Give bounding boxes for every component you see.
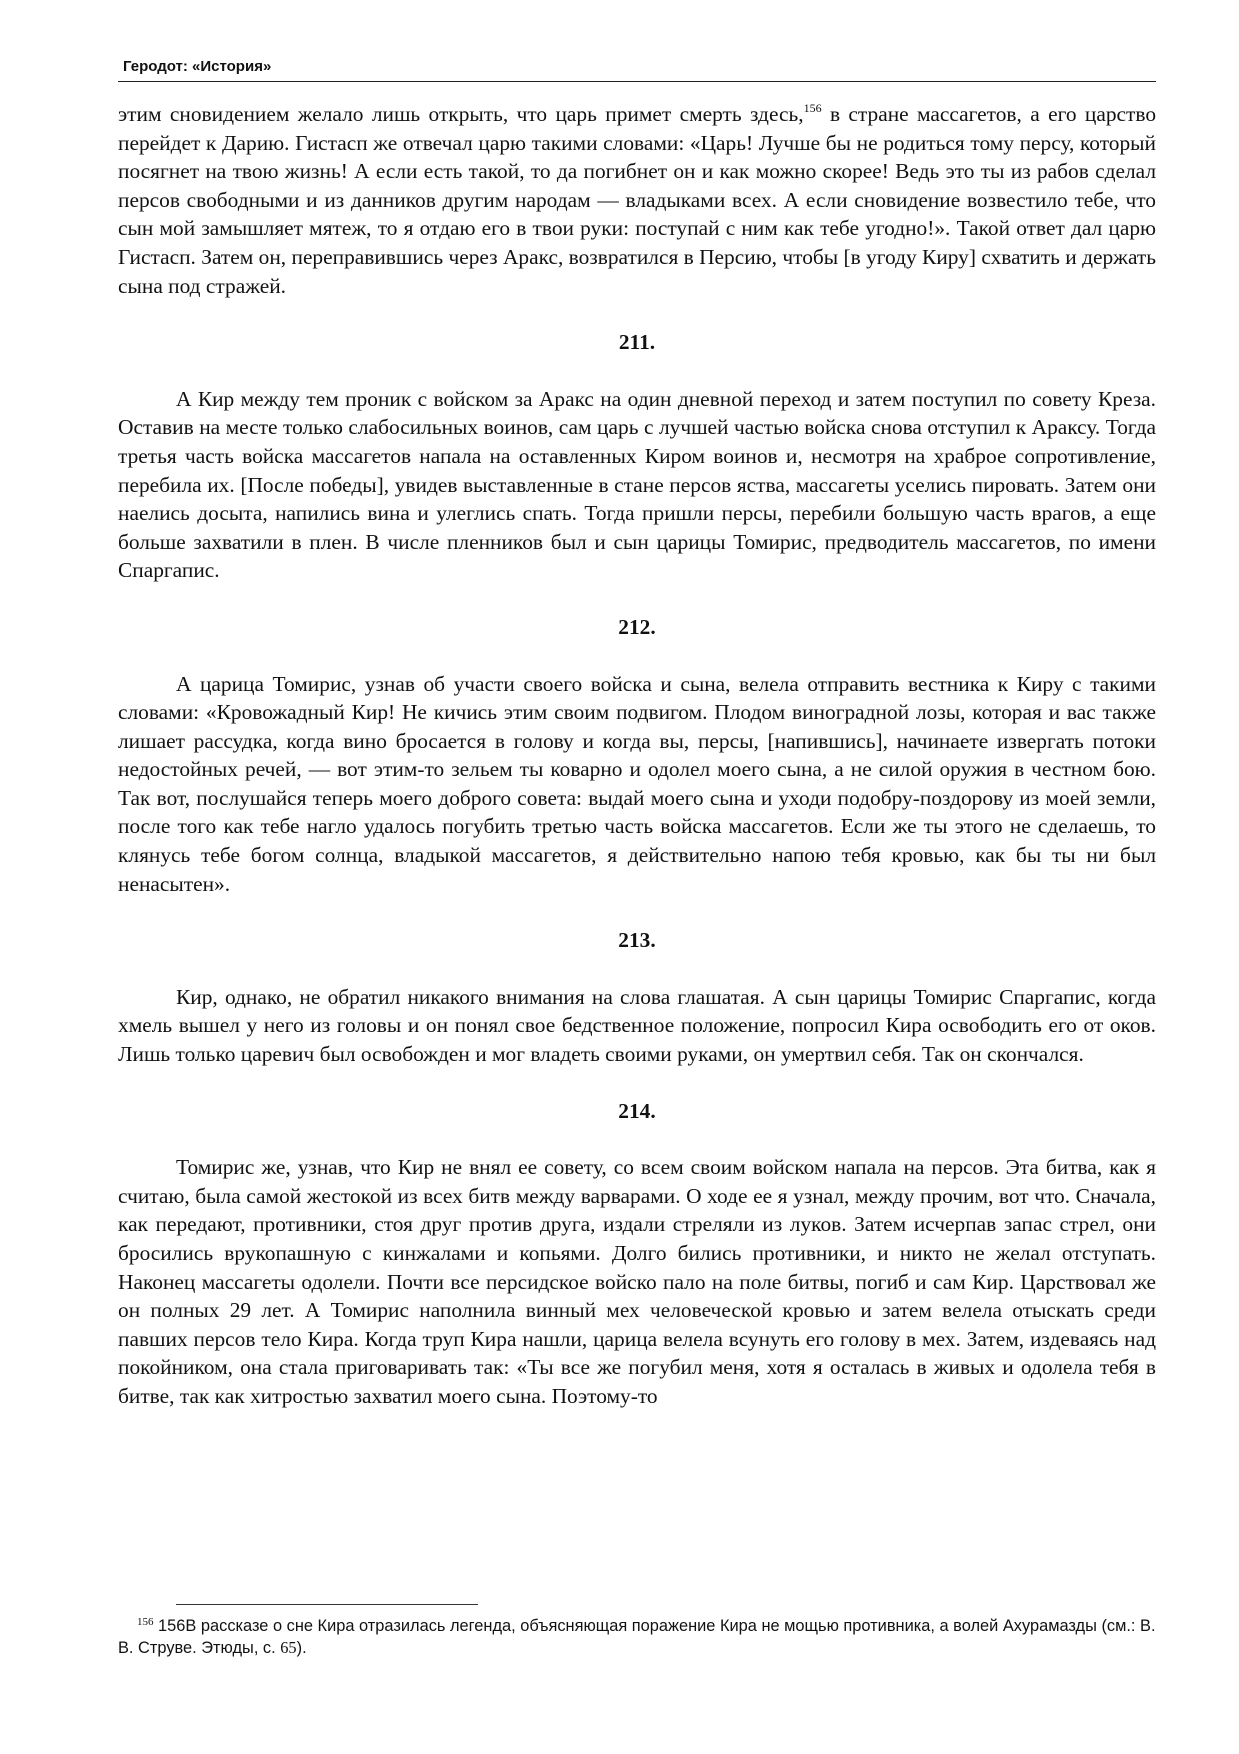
- paragraph-text: в стране массагетов, а его царство перейдет к Дарию. Гистасп же отвечал царю такими словами: «Царь! Лучше бы не родиться тому персу, который посягнет на твою жизнь! А если есть такой, то да погибнет он и как можно скорее! Ведь это ты из рабов сделал персов свободными и из данников другим народам — владыками всех. А если сновидение возвестило тебе, что сын мой замышляет мятеж, то я отдаю его в твои руки: поступай с ним как тебе угодно!». Такой ответ дал царю Гистасп. Затем он, переправившись через Аракс, возвратился в Персию, чтобы [в угоду Киру] схватить и держать сына под стражей.: [118, 102, 1157, 298]
- footnote-text-end: ).: [296, 1639, 307, 1657]
- section-heading-213: 213.: [618, 928, 656, 953]
- section-heading-212: 212.: [618, 614, 656, 639]
- footnote-separator: [176, 1604, 478, 1605]
- footnote-reference-156[interactable]: 156: [803, 101, 822, 115]
- running-header: Геродот: «История»: [123, 58, 272, 75]
- footnote-page-ref: 65: [280, 1638, 297, 1657]
- section-paragraph-212: А царица Томирис, узнав об участи своего войска и сына, велела отправить вестника к Киру с такими словами: «Кровожадный Кир! Не кичись этим своим подвигом. Плодом виноградной лозы, которая и вас также лишает рассудка, когда вино бросается в голову и когда вы, персы, [напившись], начинаете извергать потоки недостойных речей, — вот этим-то зельем ты коварно и одолел моего сына, а не силой оружия в честном бою. Так вот, послушайся теперь моего доброго совета: выдай моего сына и уходи подобру-поздорову из моей земли, после того как тебе нагло удалось погубить третью часть войска массагетов. Если же ты этого не сделаешь, то клянусь тебе богом солнца, владыкой массагетов, я действительно напою тебя кровью, как бы ты ни был ненасытен».: [118, 671, 1156, 896]
- continuation-paragraph: [118, 100, 1156, 300]
- header-rule: [118, 81, 1156, 82]
- section-paragraph-211: А Кир между тем проник с войском за Аракс на один дневной переход и затем поступил по совету Креза. Оставив на месте только слабосильных воинов, сам царь с лучшей частью войска снова отступил к Араксу. Тогда третья часть войска массагетов напала на оставленных Киром воинов и, несмотря на храброе сопротивление, перебила их. [После победы], увидев выставленные в стане персов яства, массагеты уселись пировать. Затем они наелись досыта, напились вина и улеглись спать. Тогда пришли персы, перебили большую часть врагов, а еще больше захватили в плен. В числе пленников был и сын царицы Томирис, предводитель массагетов, по имени Спаргапис.: [118, 386, 1156, 583]
- section-paragraph-214: Томирис же, узнав, что Кир не внял ее совету, со всем своим войском напала на персов. Эта битва, как я считаю, была самой жестокой из всех битв между варварами. О ходе ее я узнал, между прочим, вот что. Сначала, как передают, противники, стоя друг против друга, издали стреляли из луков. Затем исчерпав запас стрел, они бросились врукопашную с кинжалами и копьями. Долго бились противники, и никто не желал отступать. Наконец массагеты одолели. Почти все персидское войско пало на поле битвы, погиб и сам Кир. Царствовал же он полных 29 лет. А Томирис наполнила винный мех человеческой кровью и затем велела отыскать среди павших персов тело Кира. Когда труп Кира нашли, царица велела всунуть его голову в мех. Затем, издеваясь над покойником, она стала приговаривать так: «Ты все же погубил меня, хотя я осталась в живых и одолела тебя в битве, так как хитростью захватил моего сына. Поэтому-то: [118, 1155, 1156, 1408]
- footnote-156: [118, 1615, 1156, 1659]
- section-heading-211: 211.: [618, 330, 656, 355]
- section-paragraph-213: Кир, однако, не обратил никакого внимания на слова глашатая. А сын царицы Томирис Спаргапис, когда хмель вышел у него из головы и он понял свое бедственное положение, попросил Кира освободить его от оков. Лишь только царевич был освобожден и мог владеть своими руками, он умертвил себя. Так он скончался.: [118, 984, 1156, 1067]
- section-heading-214: 214.: [618, 1098, 656, 1123]
- footnote-text: 156В рассказе о сне Кира отразилась легенда, объясняющая поражение Кира не мощью противника, а волей Ахурамазды (см.: В. В. Струве. Этюды, с.: [118, 1617, 1156, 1657]
- footnote-mark: 156: [137, 1616, 154, 1628]
- body-text: [118, 100, 1156, 1411]
- paragraph-text: этим сновидением желало лишь открыть, что царь примет смерть здесь,: [118, 102, 804, 126]
